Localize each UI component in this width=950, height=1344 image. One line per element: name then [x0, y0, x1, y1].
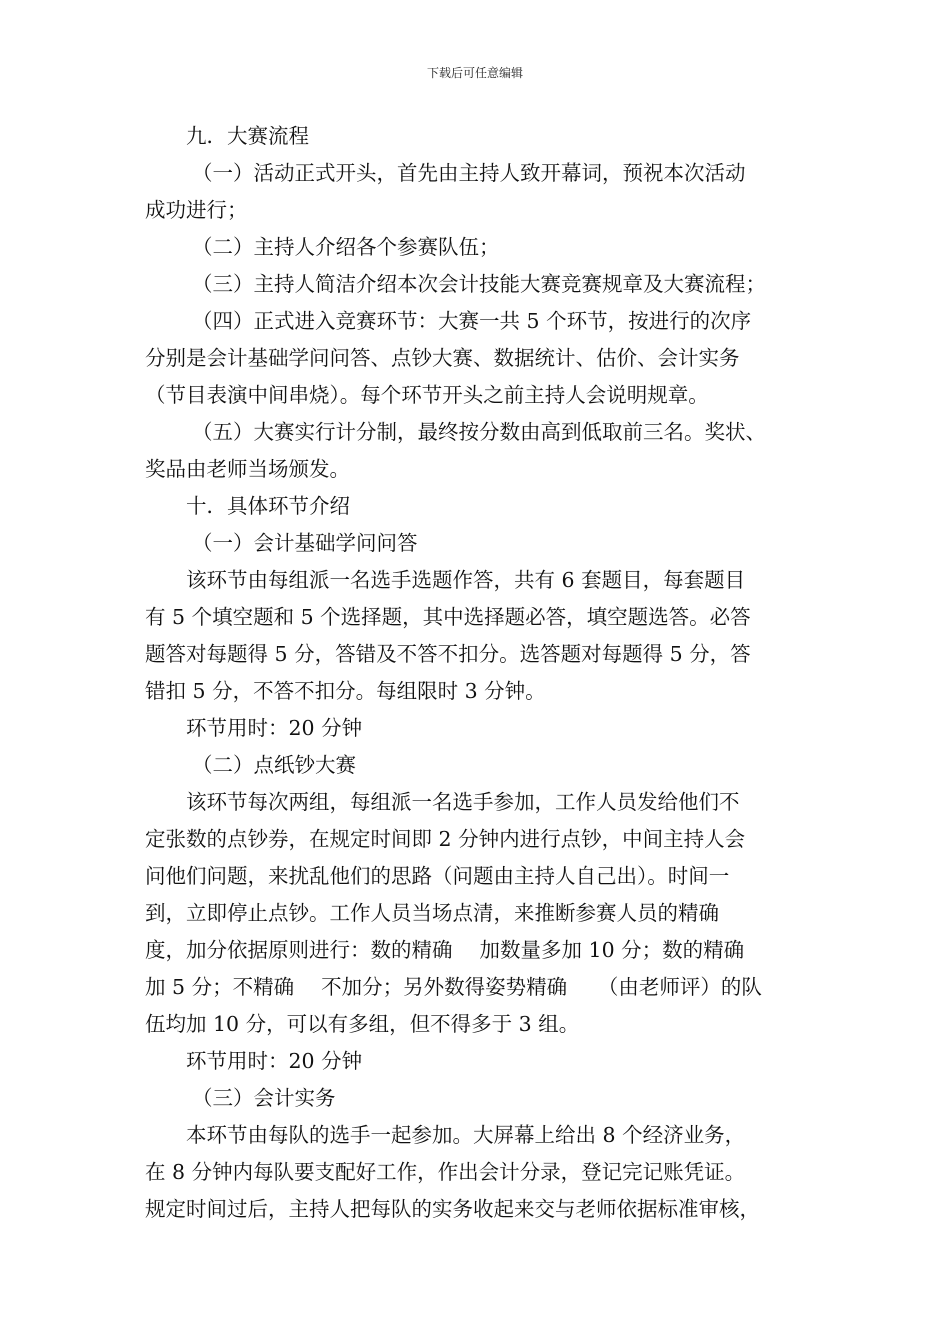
document-body: [145, 118, 810, 1228]
text-line: 题答对每题得 5 分，答错及不答不扣分。选答题对每题得 5 分，答: [145, 642, 751, 666]
page-header: 下载后可任意编辑: [426, 66, 523, 80]
text-line: （一）活动正式开头，首先由主持人致开幕词，预祝本次活动: [192, 161, 746, 185]
text-line: 该环节每次两组，每组派一名选手参加，工作人员发给他们不: [186, 790, 740, 814]
text-line: 成功进行；: [145, 198, 248, 222]
text-line: 有 5 个填空题和 5 个选择题，其中选择题必答，填空题选答。必答: [145, 605, 751, 629]
text-line: 定张数的点钞券，在规定时间即 2 分钟内进行点钞，中间主持人会: [145, 827, 746, 851]
text-line: （三）会计实务: [192, 1086, 336, 1110]
text-line: 错扣 5 分，不答不扣分。每组限时 3 分钟。: [145, 679, 546, 703]
text-line: （二）主持人介绍各个参赛队伍；: [192, 235, 500, 259]
text-line: （节目表演中间串烧）。每个环节开头之前主持人会说明规章。: [145, 383, 709, 407]
text-line: （五）大赛实行计分制，最终按分数由高到低取前三名。奖状、: [192, 420, 766, 444]
text-line: 加 5 分；不精确 不加分；另外数得姿势精确 （由老师评）的队: [145, 975, 762, 999]
text-line: 该环节由每组派一名选手选题作答，共有 6 套题目，每套题目: [186, 568, 746, 592]
text-line: 到，立即停止点钞。工作人员当场点清，来推断参赛人员的精确: [145, 901, 719, 925]
text-line: 十．具体环节介绍: [186, 494, 350, 518]
text-line: （四）正式进入竞赛环节：大赛一共 5 个环节，按进行的次序: [192, 309, 752, 333]
text-line: 规定时间过后，主持人把每队的实务收起来交与老师依据标准审核，: [145, 1197, 760, 1221]
text-line: （三）主持人简洁介绍本次会计技能大赛竞赛规章及大赛流程；: [192, 272, 766, 296]
text-line: （二）点纸钞大赛: [192, 753, 356, 777]
text-line: 环节用时：20 分钟: [186, 1049, 363, 1073]
text-line: 度，加分依据原则进行：数的精确 加数量多加 10 分；数的精确: [145, 938, 745, 962]
text-line: 环节用时：20 分钟: [186, 716, 363, 740]
text-line: 分别是会计基础学问问答、点钞大赛、数据统计、估价、会计实务: [145, 346, 740, 370]
text-line: 本环节由每队的选手一起参加。大屏幕上给出 8 个经济业务，: [186, 1123, 746, 1147]
text-line: （一）会计基础学问问答: [192, 531, 418, 555]
text-line: 九．大赛流程: [186, 124, 309, 148]
text-line: 问他们问题，来扰乱他们的思路（问题由主持人自己出）。时间一: [145, 864, 730, 888]
text-line: 奖品由老师当场颁发。: [145, 457, 350, 481]
text-line: 在 8 分钟内每队要支配好工作，作出会计分录，登记完记账凭证。: [145, 1160, 746, 1184]
text-line: 伍均加 10 分，可以有多组，但不得多于 3 组。: [145, 1012, 580, 1036]
